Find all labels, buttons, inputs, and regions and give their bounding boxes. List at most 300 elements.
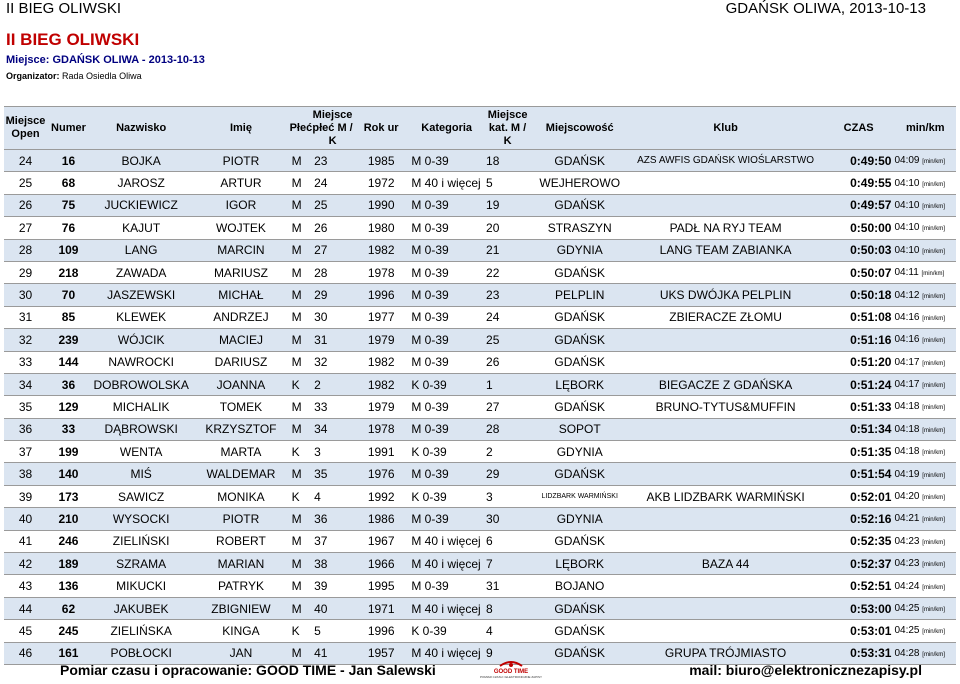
results-body (4, 150, 956, 665)
cell-miejscowosc: LIDZBARK WARMIŃSKI (531, 485, 628, 507)
cell-nazwisko: MIKUCKI (90, 575, 192, 597)
cell-miejscowosc: GDAŃSK (531, 329, 628, 351)
cell-miejscowosc: GDYNIA (531, 441, 628, 463)
cell-klub (628, 351, 822, 373)
cell-rok: 1967 (353, 530, 409, 552)
cell-open: 43 (4, 575, 47, 597)
cell-plec: M (290, 217, 313, 239)
cell-plec-place: 2 (312, 373, 353, 395)
cell-kategoria: K 0-39 (409, 485, 484, 507)
pace-unit: [min/km] (922, 360, 945, 367)
cell-kategoria: K 0-39 (409, 441, 484, 463)
cell-klub (628, 575, 822, 597)
cell-kat-place: 3 (484, 485, 531, 507)
cell-plec: M (290, 463, 313, 485)
cell-czas: 0:49:55 (823, 172, 895, 194)
cell-nazwisko: SZRAMA (90, 553, 192, 575)
cell-numer: 62 (47, 597, 90, 619)
cell-numer: 36 (47, 373, 90, 395)
cell-plec-place: 34 (312, 418, 353, 440)
logo-text: GOOD TIME (493, 669, 529, 675)
cell-tempo (894, 239, 956, 261)
cell-plec-place: 30 (312, 306, 353, 328)
cell-miejscowosc: BOJANO (531, 575, 628, 597)
event-location-date-header: GDAŃSK OLIWA, 2013-10-13 (725, 0, 926, 17)
cell-tempo (894, 261, 956, 283)
organizer (6, 71, 142, 81)
footer-contact-mail: mail: biuro@elektronicznezapisy.pl (689, 662, 922, 678)
cell-kat-place: 31 (484, 575, 531, 597)
cell-nazwisko: ZIELIŃSKA (90, 620, 192, 642)
cell-nazwisko: ZAWADA (90, 261, 192, 283)
pace-value: 04:19 (894, 468, 920, 480)
cell-czas: 0:51:35 (823, 441, 895, 463)
cell-nazwisko: ZIELIŃSKI (90, 530, 192, 552)
cell-numer: 239 (47, 329, 90, 351)
cell-czas: 0:49:50 (823, 150, 895, 172)
cell-kategoria: M 0-39 (409, 261, 484, 283)
cell-nazwisko: BOJKA (90, 150, 192, 172)
cell-kategoria: K 0-39 (409, 373, 484, 395)
cell-kat-place: 19 (484, 194, 531, 216)
cell-kat-place: 4 (484, 620, 531, 642)
cell-czas: 0:50:07 (823, 261, 895, 283)
cell-nazwisko: POBŁOCKI (90, 642, 192, 664)
cell-plec: M (290, 508, 313, 530)
col-kategoria: Kategoria (409, 107, 484, 150)
cell-open: 42 (4, 553, 47, 575)
cell-imie: MACIEJ (192, 329, 289, 351)
cell-numer: 173 (47, 485, 90, 507)
cell-plec: M (290, 329, 313, 351)
cell-rok: 1957 (353, 642, 409, 664)
cell-rok: 1982 (353, 239, 409, 261)
cell-plec: M (290, 261, 313, 283)
cell-czas: 0:50:00 (823, 217, 895, 239)
cell-imie: PIOTR (192, 508, 289, 530)
cell-tempo (894, 418, 956, 440)
cell-kat-place: 25 (484, 329, 531, 351)
cell-imie: ROBERT (192, 530, 289, 552)
cell-rok: 1978 (353, 418, 409, 440)
cell-klub: UKS DWÓJKA PELPLIN (628, 284, 822, 306)
cell-kat-place: 9 (484, 642, 531, 664)
cell-plec-place: 25 (312, 194, 353, 216)
pace-unit: [min/km] (922, 338, 945, 345)
cell-imie: MARCIN (192, 239, 289, 261)
cell-imie: DARIUSZ (192, 351, 289, 373)
col-imie: Imię (192, 107, 289, 150)
table-row (4, 485, 956, 507)
cell-plec-place: 37 (312, 530, 353, 552)
cell-plec-place: 27 (312, 239, 353, 261)
cell-kategoria: M 40 i więcej (409, 530, 484, 552)
cell-nazwisko: LANG (90, 239, 192, 261)
pace-unit: [min/km] (922, 203, 945, 210)
cell-kategoria: M 0-39 (409, 575, 484, 597)
cell-czas: 0:49:57 (823, 194, 895, 216)
cell-rok: 1971 (353, 597, 409, 619)
pace-value: 04:18 (894, 423, 920, 435)
cell-numer: 109 (47, 239, 90, 261)
table-row (4, 239, 956, 261)
cell-klub: PADŁ NA RYJ TEAM (628, 217, 822, 239)
cell-czas: 0:52:37 (823, 553, 895, 575)
cell-klub: ZBIERACZE ZŁOMU (628, 306, 822, 328)
cell-kat-place: 23 (484, 284, 531, 306)
cell-kat-place: 18 (484, 150, 531, 172)
cell-kat-place: 21 (484, 239, 531, 261)
col-plec-place: Miejsce płeć M / K (312, 107, 353, 150)
cell-kategoria: M 40 i więcej (409, 597, 484, 619)
cell-miejscowosc: STRASZYN (531, 217, 628, 239)
cell-plec-place: 26 (312, 217, 353, 239)
pace-value: 04:23 (894, 535, 920, 547)
col-tempo: min/km (894, 107, 956, 150)
pace-value: 04:10 (894, 244, 920, 256)
cell-kategoria: M 0-39 (409, 396, 484, 418)
cell-imie: WOJTEK (192, 217, 289, 239)
pace-unit: [min/km] (922, 517, 945, 524)
cell-tempo (894, 217, 956, 239)
cell-czas: 0:53:31 (823, 642, 895, 664)
cell-tempo (894, 306, 956, 328)
cell-imie: JOANNA (192, 373, 289, 395)
cell-kat-place: 5 (484, 172, 531, 194)
cell-rok: 1996 (353, 620, 409, 642)
table-row (4, 575, 956, 597)
cell-imie: PATRYK (192, 575, 289, 597)
cell-imie: MARIAN (192, 553, 289, 575)
cell-open: 38 (4, 463, 47, 485)
cell-open: 35 (4, 396, 47, 418)
cell-rok: 1982 (353, 351, 409, 373)
pace-value: 04:10 (894, 177, 920, 189)
cell-tempo (894, 351, 956, 373)
cell-rok: 1978 (353, 261, 409, 283)
pace-unit: [min/km] (922, 562, 945, 569)
cell-numer: 189 (47, 553, 90, 575)
pace-unit: [min/km] (922, 651, 945, 658)
table-row (4, 284, 956, 306)
cell-nazwisko: KAJUT (90, 217, 192, 239)
cell-rok: 1972 (353, 172, 409, 194)
cell-nazwisko: DOBROWOLSKA (90, 373, 192, 395)
col-nazwisko: Nazwisko (90, 107, 192, 150)
cell-tempo (894, 485, 956, 507)
cell-open: 36 (4, 418, 47, 440)
cell-czas: 0:52:16 (823, 508, 895, 530)
cell-imie: WALDEMAR (192, 463, 289, 485)
cell-kategoria: M 0-39 (409, 239, 484, 261)
logo-tagline: POMIAR CZASU I ELEKTRONICZNE ZAPISY (479, 675, 543, 679)
cell-klub (628, 597, 822, 619)
table-row (4, 463, 956, 485)
pace-unit: [min/km] (922, 450, 945, 457)
cell-tempo (894, 620, 956, 642)
cell-kat-place: 6 (484, 530, 531, 552)
organizer-label: Organizator: (6, 71, 60, 81)
cell-numer: 144 (47, 351, 90, 373)
cell-kat-place: 26 (484, 351, 531, 373)
cell-tempo (894, 530, 956, 552)
cell-imie: ANDRZEJ (192, 306, 289, 328)
cell-kategoria: M 0-39 (409, 150, 484, 172)
pace-unit: [min/km] (922, 495, 945, 502)
pace-unit: [min/km] (921, 271, 945, 278)
cell-imie: MICHAŁ (192, 284, 289, 306)
organizer-value: Rada Osiedla Oliwa (62, 71, 142, 81)
cell-plec: M (290, 396, 313, 418)
col-czas: CZAS (823, 107, 895, 150)
cell-plec: M (290, 530, 313, 552)
cell-numer: 140 (47, 463, 90, 485)
cell-nazwisko: SAWICZ (90, 485, 192, 507)
table-row (4, 530, 956, 552)
cell-imie: MARTA (192, 441, 289, 463)
table-row (4, 418, 956, 440)
cell-plec-place: 32 (312, 351, 353, 373)
pace-unit: [min/km] (922, 293, 945, 300)
cell-numer: 76 (47, 217, 90, 239)
cell-imie: TOMEK (192, 396, 289, 418)
cell-miejscowosc: GDAŃSK (531, 597, 628, 619)
table-row (4, 373, 956, 395)
cell-rok: 1991 (353, 441, 409, 463)
pace-unit: [min/km] (922, 539, 945, 546)
cell-plec: M (290, 239, 313, 261)
pace-value: 04:12 (894, 289, 920, 301)
cell-plec: M (290, 150, 313, 172)
cell-plec-place: 3 (312, 441, 353, 463)
cell-open: 24 (4, 150, 47, 172)
cell-nazwisko: JAROSZ (90, 172, 192, 194)
cell-miejscowosc: LĘBORK (531, 373, 628, 395)
cell-open: 34 (4, 373, 47, 395)
cell-kategoria: M 0-39 (409, 351, 484, 373)
cell-rok: 1977 (353, 306, 409, 328)
table-row (4, 306, 956, 328)
footer-timing-credit: Pomiar czasu i opracowanie: GOOD TIME - Jan Salewski (60, 662, 436, 678)
cell-miejscowosc: GDAŃSK (531, 463, 628, 485)
cell-czas: 0:50:18 (823, 284, 895, 306)
cell-czas: 0:51:24 (823, 373, 895, 395)
cell-czas: 0:53:00 (823, 597, 895, 619)
cell-kategoria: M 0-39 (409, 194, 484, 216)
cell-open: 32 (4, 329, 47, 351)
cell-plec-place: 28 (312, 261, 353, 283)
cell-open: 46 (4, 642, 47, 664)
table-row (4, 553, 956, 575)
event-name-header: II BIEG OLIWSKI (6, 0, 122, 17)
results-table (4, 106, 956, 665)
table-row (4, 396, 956, 418)
cell-plec-place: 5 (312, 620, 353, 642)
cell-numer: 218 (47, 261, 90, 283)
cell-kategoria: M 0-39 (409, 329, 484, 351)
cell-czas: 0:53:01 (823, 620, 895, 642)
pace-unit: [min/km] (922, 584, 945, 591)
cell-open: 44 (4, 597, 47, 619)
cell-miejscowosc: GDAŃSK (531, 261, 628, 283)
cell-czas: 0:51:08 (823, 306, 895, 328)
cell-open: 33 (4, 351, 47, 373)
table-row (4, 351, 956, 373)
cell-miejscowosc: GDYNIA (531, 239, 628, 261)
cell-miejscowosc: GDAŃSK (531, 530, 628, 552)
pace-unit: [min/km] (922, 383, 945, 390)
table-row (4, 329, 956, 351)
cell-czas: 0:52:35 (823, 530, 895, 552)
cell-klub: AZS AWFIS GDAŃSK WIOŚLARSTWO (628, 150, 822, 172)
cell-nazwisko: WYSOCKI (90, 508, 192, 530)
pace-value: 04:11 (894, 267, 919, 279)
cell-rok: 1992 (353, 485, 409, 507)
cell-miejscowosc: GDAŃSK (531, 396, 628, 418)
cell-kat-place: 22 (484, 261, 531, 283)
cell-czas: 0:52:51 (823, 575, 895, 597)
cell-rok: 1986 (353, 508, 409, 530)
cell-nazwisko: JASZEWSKI (90, 284, 192, 306)
pace-value: 04:25 (894, 625, 920, 637)
col-open: Miejsce Open (4, 107, 47, 150)
cell-kat-place: 28 (484, 418, 531, 440)
cell-kat-place: 20 (484, 217, 531, 239)
cell-tempo (894, 575, 956, 597)
cell-rok: 1976 (353, 463, 409, 485)
cell-plec-place: 33 (312, 396, 353, 418)
cell-nazwisko: WÓJCIK (90, 329, 192, 351)
cell-czas: 0:51:54 (823, 463, 895, 485)
cell-tempo (894, 597, 956, 619)
cell-numer: 161 (47, 642, 90, 664)
cell-plec-place: 39 (312, 575, 353, 597)
cell-open: 28 (4, 239, 47, 261)
cell-imie: IGOR (192, 194, 289, 216)
cell-miejscowosc: LĘBORK (531, 553, 628, 575)
cell-klub (628, 418, 822, 440)
col-miejscowosc: Miejscowość (531, 107, 628, 150)
cell-tempo (894, 373, 956, 395)
cell-numer: 245 (47, 620, 90, 642)
cell-miejscowosc: GDAŃSK (531, 642, 628, 664)
cell-plec: M (290, 575, 313, 597)
cell-rok: 1982 (353, 373, 409, 395)
cell-miejscowosc: GDAŃSK (531, 150, 628, 172)
cell-imie: ARTUR (192, 172, 289, 194)
cell-klub: GRUPA TRÓJMIASTO (628, 642, 822, 664)
cell-open: 41 (4, 530, 47, 552)
pace-unit: [min/km] (922, 315, 945, 322)
cell-klub (628, 261, 822, 283)
table-row (4, 194, 956, 216)
cell-rok: 1979 (353, 396, 409, 418)
cell-tempo (894, 463, 956, 485)
cell-rok: 1990 (353, 194, 409, 216)
cell-numer: 70 (47, 284, 90, 306)
cell-rok: 1966 (353, 553, 409, 575)
cell-plec: K (290, 620, 313, 642)
cell-plec: M (290, 306, 313, 328)
cell-plec: M (290, 597, 313, 619)
cell-klub: BIEGACZE Z GDAŃSKA (628, 373, 822, 395)
pace-value: 04:20 (894, 491, 920, 503)
pace-value: 04:10 (894, 222, 920, 234)
cell-plec: M (290, 642, 313, 664)
cell-kat-place: 30 (484, 508, 531, 530)
cell-imie: MARIUSZ (192, 261, 289, 283)
pace-value: 04:25 (894, 603, 920, 614)
cell-czas: 0:52:01 (823, 485, 895, 507)
pace-unit: [min/km] (922, 248, 945, 255)
cell-plec-place: 31 (312, 329, 353, 351)
cell-numer: 129 (47, 396, 90, 418)
cell-kategoria: M 40 i więcej (409, 642, 484, 664)
pace-value: 04:16 (894, 311, 920, 323)
cell-imie: JAN (192, 642, 289, 664)
cell-kat-place: 27 (484, 396, 531, 418)
cell-czas: 0:51:16 (823, 329, 895, 351)
pace-unit: [min/km] (922, 405, 945, 412)
page-title: II BIEG OLIWSKI (6, 30, 140, 49)
cell-klub: BRUNO-TYTUS&MUFFIN (628, 396, 822, 418)
cell-plec: M (290, 284, 313, 306)
cell-klub (628, 530, 822, 552)
pace-unit: [min/km] (922, 472, 945, 479)
cell-imie: PIOTR (192, 150, 289, 172)
cell-numer: 75 (47, 194, 90, 216)
cell-rok: 1995 (353, 575, 409, 597)
table-row (4, 261, 956, 283)
cell-plec: M (290, 172, 313, 194)
pace-value: 04:17 (894, 356, 920, 368)
table-row (4, 597, 956, 619)
pace-value: 04:18 (894, 401, 920, 413)
cell-miejscowosc: GDAŃSK (531, 620, 628, 642)
cell-open: 25 (4, 172, 47, 194)
pace-value: 04:09 (894, 155, 920, 167)
cell-tempo (894, 172, 956, 194)
cell-numer: 85 (47, 306, 90, 328)
cell-kategoria: M 0-39 (409, 418, 484, 440)
cell-imie: KRZYSZTOF (192, 418, 289, 440)
cell-plec-place: 23 (312, 150, 353, 172)
cell-open: 39 (4, 485, 47, 507)
cell-plec: M (290, 351, 313, 373)
cell-kategoria: M 0-39 (409, 306, 484, 328)
cell-klub (628, 329, 822, 351)
cell-kategoria: M 0-39 (409, 508, 484, 530)
col-rok: Rok ur (353, 107, 409, 150)
pace-value: 04:18 (894, 446, 920, 458)
cell-czas: 0:50:03 (823, 239, 895, 261)
cell-numer: 136 (47, 575, 90, 597)
cell-kategoria: M 40 i więcej (409, 172, 484, 194)
cell-open: 45 (4, 620, 47, 642)
cell-plec-place: 36 (312, 508, 353, 530)
pace-unit: [min/km] (922, 427, 945, 434)
cell-plec-place: 41 (312, 642, 353, 664)
cell-open: 37 (4, 441, 47, 463)
cell-kategoria: M 0-39 (409, 217, 484, 239)
cell-imie: KINGA (192, 620, 289, 642)
cell-numer: 210 (47, 508, 90, 530)
col-numer: Numer (47, 107, 90, 150)
cell-tempo (894, 553, 956, 575)
cell-rok: 1979 (353, 329, 409, 351)
cell-kat-place: 1 (484, 373, 531, 395)
cell-kat-place: 29 (484, 463, 531, 485)
